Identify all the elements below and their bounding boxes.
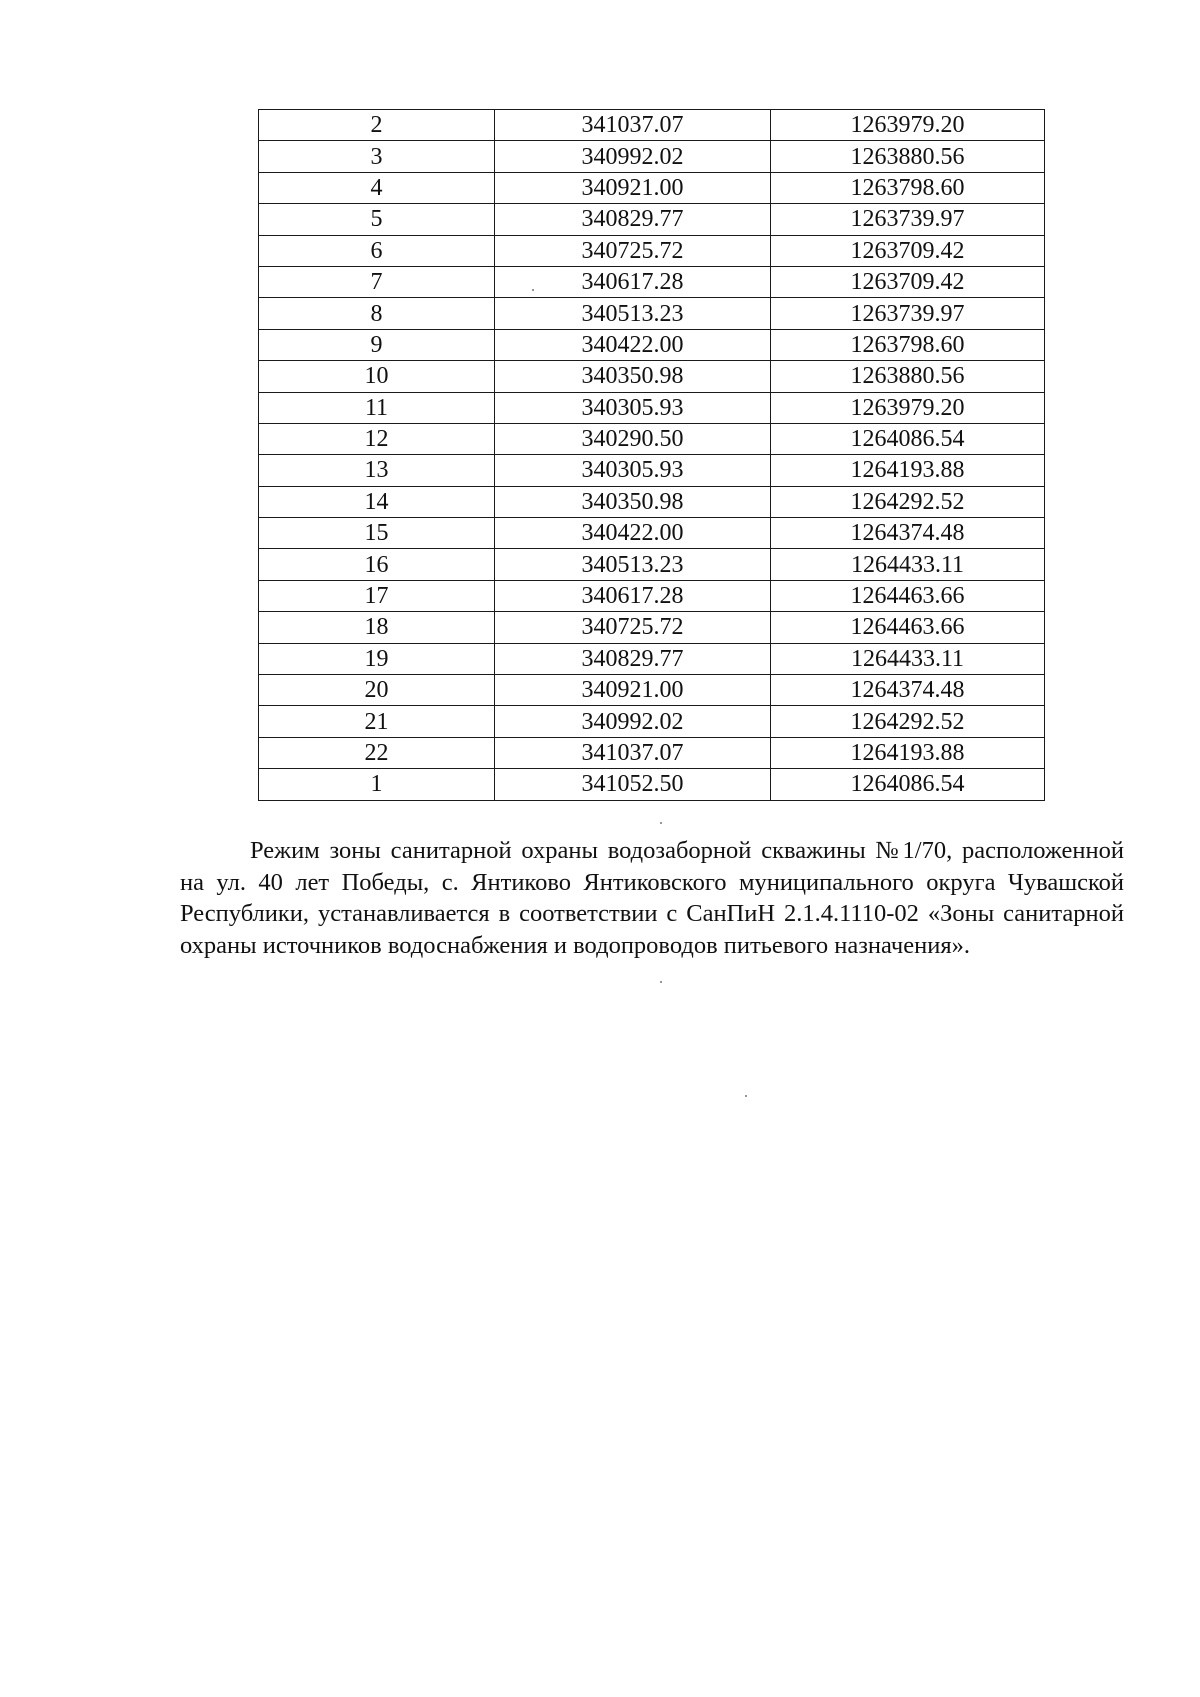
table-row: [259, 643, 1045, 674]
table-row: [259, 298, 1045, 329]
x-coordinate-cell: 340992.02: [495, 141, 771, 172]
x-coordinate-cell: 340725.72: [495, 612, 771, 643]
x-coordinate-cell: 340617.28: [495, 266, 771, 297]
y-coordinate-cell: 1264086.54: [771, 423, 1045, 454]
y-coordinate-cell: 1263709.42: [771, 266, 1045, 297]
x-coordinate-cell: 340829.77: [495, 643, 771, 674]
table-row: [259, 580, 1045, 611]
x-coordinate-cell: 340305.93: [495, 455, 771, 486]
y-coordinate-cell: 1264193.88: [771, 737, 1045, 768]
point-number-cell: 2: [259, 110, 495, 141]
y-coordinate-cell: 1263709.42: [771, 235, 1045, 266]
point-number-cell: 21: [259, 706, 495, 737]
table-row: [259, 141, 1045, 172]
y-coordinate-cell: 1264193.88: [771, 455, 1045, 486]
y-coordinate-cell: 1264292.52: [771, 486, 1045, 517]
point-number-cell: 5: [259, 204, 495, 235]
x-coordinate-cell: 340992.02: [495, 706, 771, 737]
point-number-cell: 6: [259, 235, 495, 266]
x-coordinate-cell: 340350.98: [495, 361, 771, 392]
table-row: [259, 204, 1045, 235]
table-row: [259, 706, 1045, 737]
point-number-cell: 7: [259, 266, 495, 297]
table-row: [259, 549, 1045, 580]
point-number-cell: 19: [259, 643, 495, 674]
table-row: [259, 518, 1045, 549]
table-row: [259, 675, 1045, 706]
point-number-cell: 11: [259, 392, 495, 423]
x-coordinate-cell: 341037.07: [495, 110, 771, 141]
point-number-cell: 9: [259, 329, 495, 360]
y-coordinate-cell: 1263880.56: [771, 141, 1045, 172]
scan-speck: [532, 289, 534, 291]
x-coordinate-cell: 340725.72: [495, 235, 771, 266]
table-row: [259, 455, 1045, 486]
x-coordinate-cell: 341037.07: [495, 737, 771, 768]
table-row: [259, 235, 1045, 266]
point-number-cell: 8: [259, 298, 495, 329]
point-number-cell: 4: [259, 172, 495, 203]
point-number-cell: 3: [259, 141, 495, 172]
table-row: [259, 392, 1045, 423]
point-number-cell: 14: [259, 486, 495, 517]
table-row: [259, 361, 1045, 392]
y-coordinate-cell: 1263739.97: [771, 298, 1045, 329]
y-coordinate-cell: 1264086.54: [771, 769, 1045, 800]
x-coordinate-cell: 340290.50: [495, 423, 771, 454]
y-coordinate-cell: 1263979.20: [771, 392, 1045, 423]
table-row: [259, 110, 1045, 141]
y-coordinate-cell: 1264292.52: [771, 706, 1045, 737]
y-coordinate-cell: 1263798.60: [771, 172, 1045, 203]
scan-speck: [660, 981, 662, 983]
table-row: [259, 486, 1045, 517]
x-coordinate-cell: 341052.50: [495, 769, 771, 800]
x-coordinate-cell: 340921.00: [495, 675, 771, 706]
y-coordinate-cell: 1264463.66: [771, 580, 1045, 611]
y-coordinate-cell: 1264374.48: [771, 518, 1045, 549]
coordinates-table-body: [259, 110, 1045, 801]
point-number-cell: 17: [259, 580, 495, 611]
x-coordinate-cell: 340422.00: [495, 329, 771, 360]
point-number-cell: 20: [259, 675, 495, 706]
point-number-cell: 16: [259, 549, 495, 580]
x-coordinate-cell: 340350.98: [495, 486, 771, 517]
scan-speck: [660, 822, 662, 824]
scan-speck: [745, 1095, 747, 1097]
y-coordinate-cell: 1264433.11: [771, 643, 1045, 674]
table-row: [259, 329, 1045, 360]
x-coordinate-cell: 340829.77: [495, 204, 771, 235]
y-coordinate-cell: 1263798.60: [771, 329, 1045, 360]
x-coordinate-cell: 340617.28: [495, 580, 771, 611]
point-number-cell: 13: [259, 455, 495, 486]
x-coordinate-cell: 340921.00: [495, 172, 771, 203]
y-coordinate-cell: 1263739.97: [771, 204, 1045, 235]
table-row: [259, 266, 1045, 297]
table-row: [259, 737, 1045, 768]
y-coordinate-cell: 1264463.66: [771, 612, 1045, 643]
sanitary-zone-paragraph: Режим зоны санитарной охраны водозаборной скважины №1/70, расположенной на ул. 40 лет Победы, с. Янтиково Янтиковского муниципального округа Чувашской Республики, устанавливается в соответствии с СанПиН 2.1.4.1110-02 «Зоны санитарной охраны источников водоснабжения и водопроводов питьевого назначения».: [180, 837, 1124, 959]
table-row: [259, 612, 1045, 643]
x-coordinate-cell: 340513.23: [495, 298, 771, 329]
point-number-cell: 22: [259, 737, 495, 768]
y-coordinate-cell: 1264374.48: [771, 675, 1045, 706]
point-number-cell: 15: [259, 518, 495, 549]
point-number-cell: 10: [259, 361, 495, 392]
table-row: [259, 423, 1045, 454]
y-coordinate-cell: 1263979.20: [771, 110, 1045, 141]
point-number-cell: 12: [259, 423, 495, 454]
coordinates-table: [258, 109, 1045, 801]
point-number-cell: 18: [259, 612, 495, 643]
y-coordinate-cell: 1263880.56: [771, 361, 1045, 392]
x-coordinate-cell: 340513.23: [495, 549, 771, 580]
y-coordinate-cell: 1264433.11: [771, 549, 1045, 580]
x-coordinate-cell: 340305.93: [495, 392, 771, 423]
table-row: [259, 172, 1045, 203]
x-coordinate-cell: 340422.00: [495, 518, 771, 549]
table-row: [259, 769, 1045, 800]
point-number-cell: 1: [259, 769, 495, 800]
